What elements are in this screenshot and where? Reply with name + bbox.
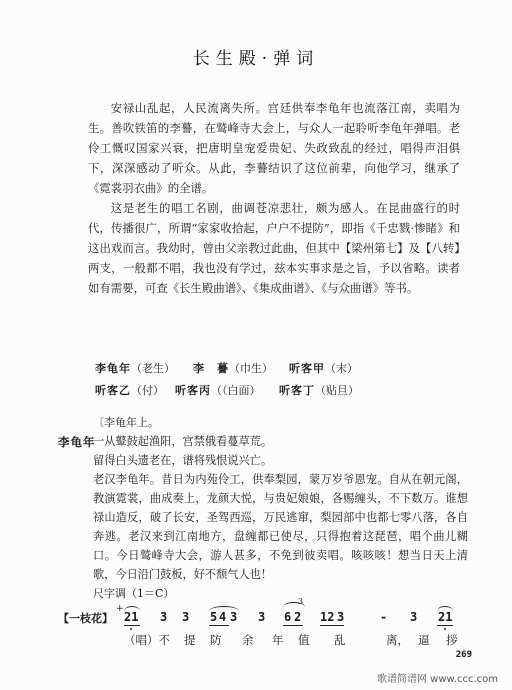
key-signature: 尺字调（1＝C） bbox=[93, 587, 175, 600]
site-watermark: 歌谱简谱网 www.ccc.com bbox=[376, 674, 498, 685]
lyric-syllable: 提 bbox=[184, 633, 196, 647]
lyric-syllable: 乱 bbox=[334, 633, 346, 647]
lyric-syllable: 余 bbox=[242, 633, 254, 647]
octave-dot bbox=[130, 628, 132, 630]
opening-verse bbox=[93, 432, 463, 470]
lyric-syllable: 拶 bbox=[446, 633, 458, 647]
cast-member: 听客甲（末） bbox=[289, 362, 358, 375]
octave-dot bbox=[444, 628, 446, 630]
score-note: 3 bbox=[337, 610, 345, 624]
score-note: - bbox=[380, 610, 388, 624]
beam-line bbox=[209, 625, 229, 626]
lyric-syllable: 防 bbox=[210, 633, 222, 647]
verse-line: 留得白头遗老在，谱将残恨说兴亡。 bbox=[93, 454, 273, 467]
cast-row bbox=[95, 357, 475, 379]
cast-member: 听客乙（付） bbox=[95, 384, 164, 397]
score-note: 21 bbox=[124, 610, 139, 624]
intro-paragraph-1: 安禄山乱起，人民流离失所。宫廷供奉李龟年也流落江南，卖唱为生。善吹铁笛的李謩，在鹫峰寺大会上，与众人一起聆听李龟年弹唱。老伶工慨叹国家兴衰，把唐明皇宠爱贵妃、失政致乱的经过，唱得声泪俱下，深深感动了听众。从此，李謩结识了这位前辈，向他学习，继承了《霓裳羽衣曲》的全谱。 bbox=[88, 101, 460, 195]
beam-line bbox=[124, 625, 140, 626]
score-note: 3 bbox=[410, 610, 418, 624]
speaker-name: 李龟年 bbox=[58, 435, 96, 449]
page-number: 269 bbox=[455, 650, 472, 660]
beam-line bbox=[320, 625, 344, 626]
tempo-mark: + bbox=[116, 604, 124, 614]
lyric-syllable: 年 bbox=[272, 633, 284, 647]
lyric-syllable: 逼 bbox=[418, 633, 430, 647]
lyric-syllable: （唱）不 bbox=[124, 633, 170, 647]
introduction bbox=[88, 98, 460, 298]
score-note: 2 bbox=[294, 610, 302, 624]
cast-member: 听客丙（（白面） bbox=[175, 384, 261, 397]
score-note: 3 bbox=[258, 610, 266, 624]
score-note: 3 bbox=[160, 610, 168, 624]
cast-member: 李龟年（老生） bbox=[95, 362, 175, 375]
cast-list bbox=[95, 357, 475, 401]
verse-line: 一从鼙鼓起渔阳，宫禁俄看蔓草荒。 bbox=[93, 435, 273, 448]
score-note: 21 bbox=[438, 610, 453, 624]
slur-mark bbox=[437, 606, 453, 611]
score-note: 3 bbox=[182, 610, 190, 624]
score-note: 12 bbox=[320, 610, 335, 624]
score-note: 5 bbox=[210, 610, 218, 624]
monologue: 老汉李龟年。昔日为内苑伶工，供奉梨园，蒙万岁爷恩宠。自从在朝元阁，教演霓裳，曲成奏上，龙颜大悦，与贵妃娘娘，各赐缠头，不下数万。谁想禄山造反，破了长安，圣驾西巡，万民逃窜，梨园部中也都七零八落，各自奔逃。老汉来到江南地方，盘缠都已使尽，只得抱着这琵琶，唱个曲儿糊口。今日鹫峰寺大会，游人甚多，不免到彼卖唱。咳咳咳！想当日天上清歌，今日沿门鼓板，好不颓气人也！ bbox=[93, 473, 468, 581]
slur-mark bbox=[283, 602, 305, 607]
cast-row bbox=[95, 379, 475, 401]
lyric-syllable: 值 bbox=[298, 633, 310, 647]
score-note: 3 bbox=[230, 610, 238, 624]
beam-line bbox=[437, 625, 453, 626]
cast-member: 听客丁（贴旦） bbox=[279, 384, 359, 397]
score-note: 6 bbox=[284, 610, 292, 624]
cast-member: 李 謩（巾生） bbox=[193, 362, 273, 375]
intro-paragraph-2: 这是老生的唱工名剧，曲调苍凉悲壮，颇为感人。在昆曲盛行的时代，传播很广，所谓“家家收拾起，户户不提防”，即指《千忠戮·惨睹》和这出戏而言。我幼时，曾由父亲教过此曲，但其中【梁州第七】及【八转】两支，一般都不唱，我也没有学过，兹本实事求是之旨，予以省略。读者如有需要，可查《长生殿曲谱》、《集成曲谱》、《与众曲谱》等书。 bbox=[88, 201, 460, 295]
tune-label: 【一枝花】 bbox=[58, 612, 113, 625]
score-note: 4 bbox=[219, 610, 227, 624]
beam-line bbox=[283, 625, 303, 626]
stage-direction: 〔李龟年上。 bbox=[93, 416, 159, 429]
slur-mark bbox=[209, 606, 239, 611]
lyric-syllable: 离， bbox=[386, 633, 409, 647]
slur-mark bbox=[124, 606, 140, 611]
page-title: 长生殿·弹词 bbox=[192, 49, 320, 69]
triplet-mark: 3 bbox=[298, 597, 304, 606]
jianpu-score bbox=[58, 596, 498, 646]
